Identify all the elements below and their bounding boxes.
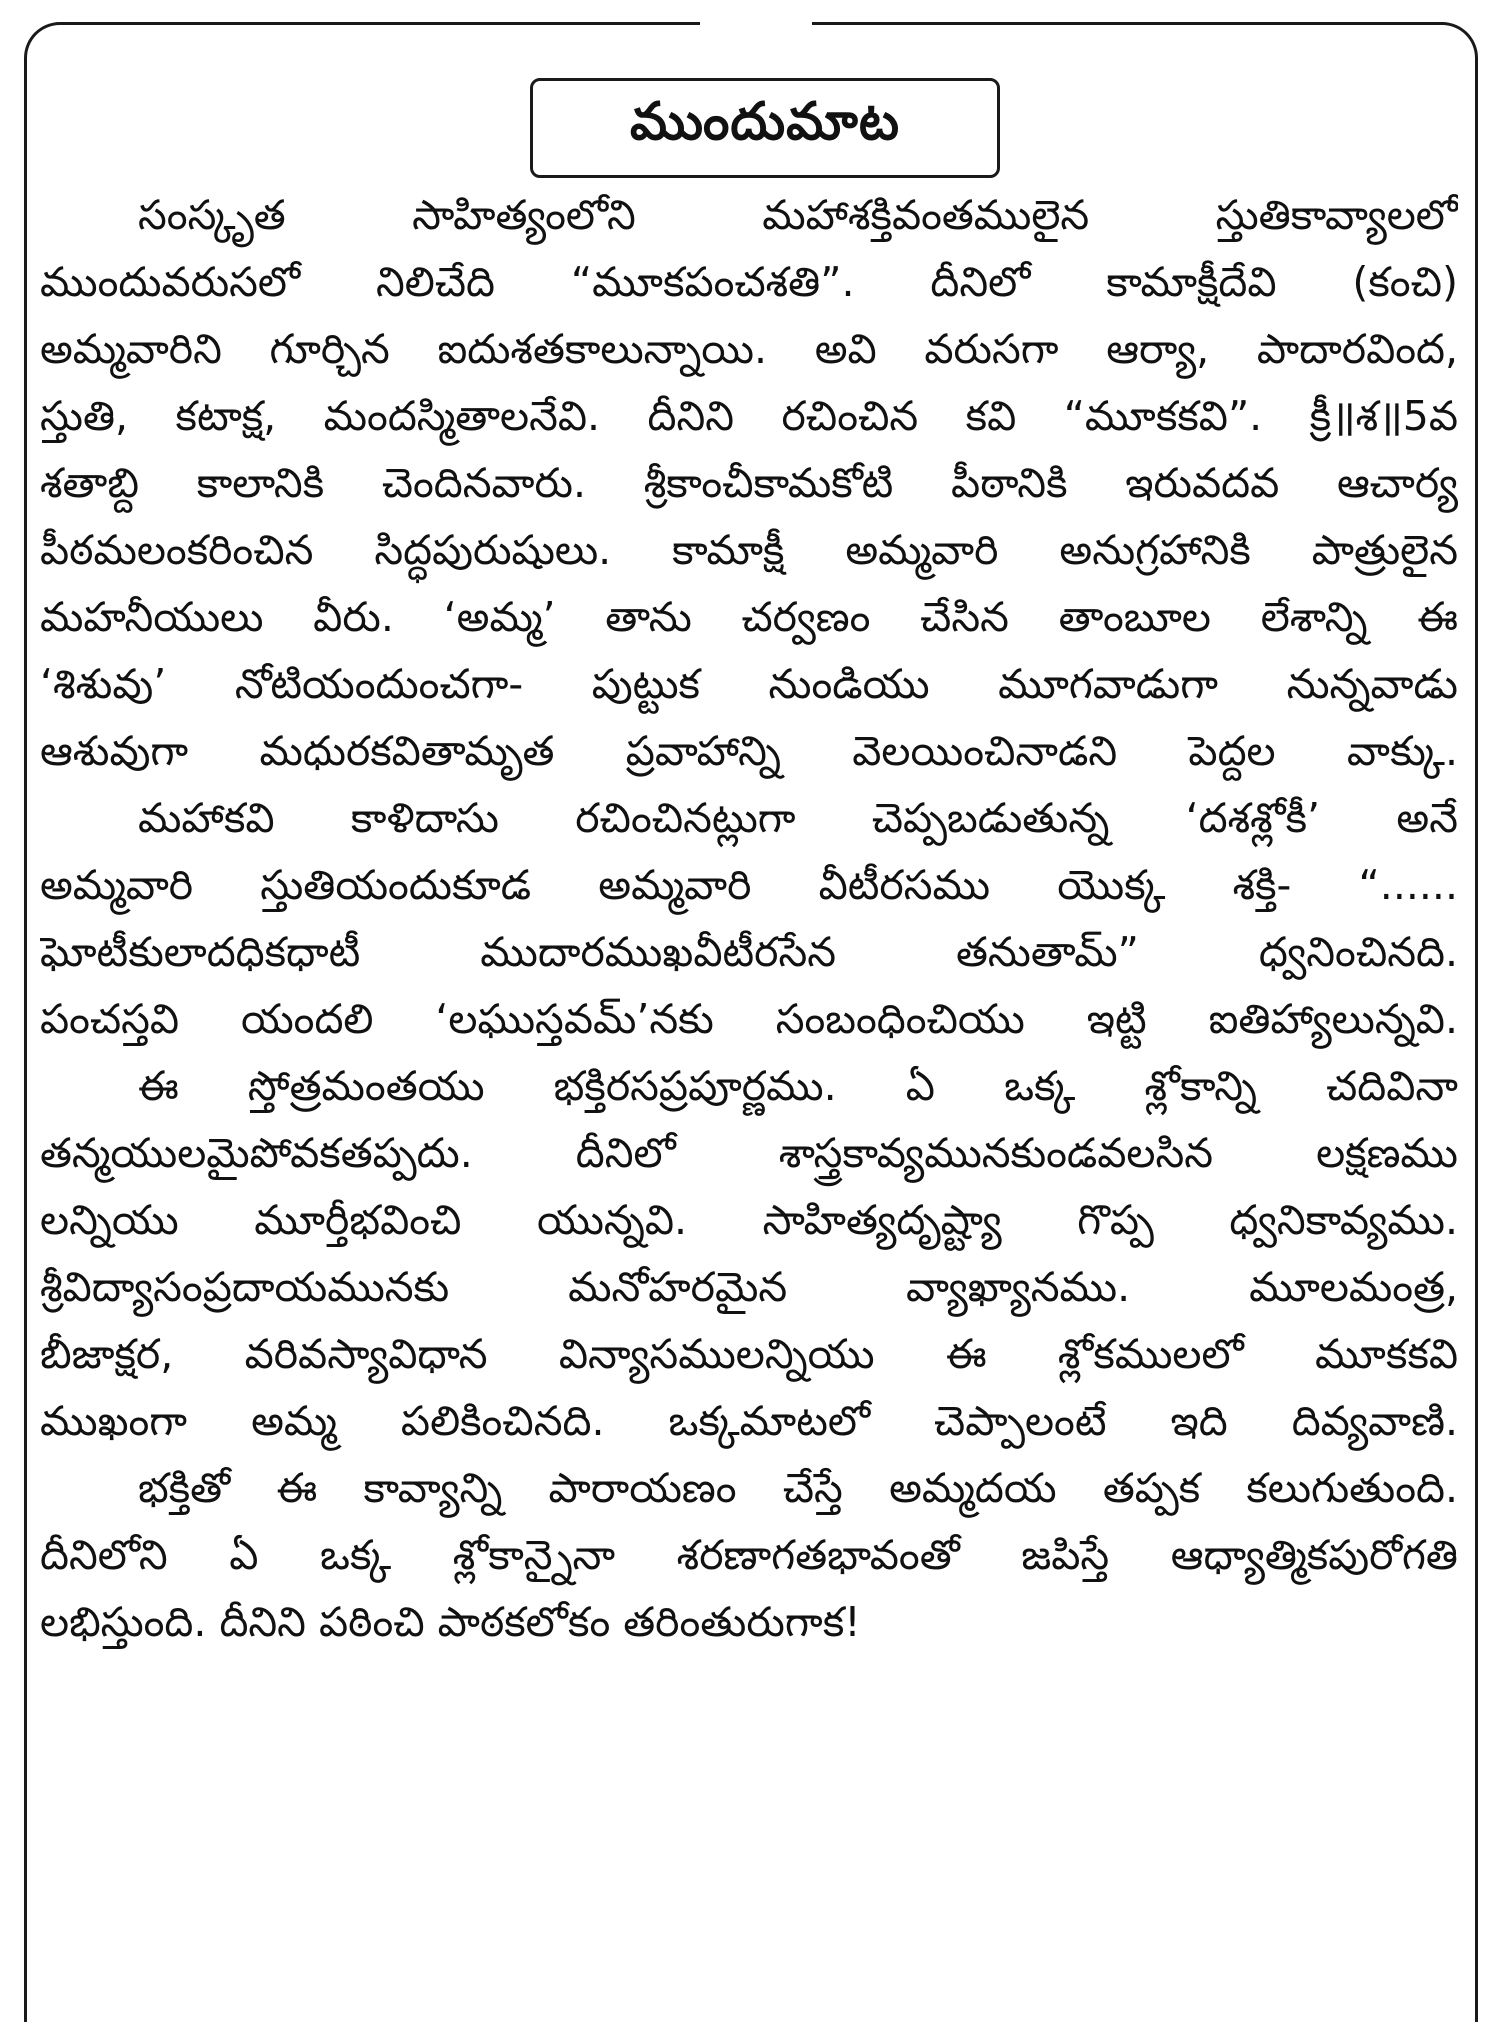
text-line: మహనీయులు వీరు. ‘అమ్మ’ తాను చర్వణం చేసిన తాంబూల లేశాన్ని ఈ <box>40 593 1458 641</box>
border-gap <box>700 14 812 30</box>
text-line: ఘోటీకులాదధికధాటీ ముదారముఖవీటీరసేన తనుతామ్” ధ్వనించినది. <box>40 928 1458 976</box>
text-line: అమ్మవారి స్తుతియందుకూడ అమ్మవారి వీటీరసము యొక్క శక్తి- “...... <box>40 861 1458 909</box>
text-line: శ్రీవిద్యాసంప్రదాయమునకు మనోహరమైన వ్యాఖ్యానము. మూలమంత్ర, <box>40 1263 1458 1311</box>
text-line: బీజాక్షర, వరివస్యావిధాన విన్యాసములన్నియు ఈ శ్లోకములలో మూకకవి <box>40 1330 1458 1378</box>
text-line: లన్నియు మూర్తీభవించి యున్నవి. సాహిత్యదృష్ట్యా గొప్ప ధ్వనికావ్యము. <box>40 1196 1458 1244</box>
text-line: ముందువరుసలో నిలిచేది “మూకపంచశతి”. దీనిలో కామాక్షీదేవి (కంచి) <box>40 258 1458 306</box>
text-line: ఈ స్తోత్రమంతయు భక్తిరసప్రపూర్ణము. ఏ ఒక్క శ్లోకాన్ని చదివినా <box>138 1062 1458 1110</box>
text-line: పంచస్తవి యందలి ‘లఘుస్తవమ్’నకు సంబంధించియు ఇట్టి ఐతిహ్యాలున్నవి. <box>40 995 1458 1043</box>
text-line: ముఖంగా అమ్మ పలికించినది. ఒక్కమాటలో చెప్పాలంటే ఇది దివ్యవాణి. <box>40 1397 1458 1445</box>
text-line: స్తుతి, కటాక్ష, మందస్మితాలనేవి. దీనిని రచించిన కవి “మూకకవి”. క్రీ॥శ॥5వ <box>40 392 1458 440</box>
text-line: శతాబ్ది కాలానికి చెందినవారు. శ్రీకాంచీకామకోటి పీఠానికి ఇరువదవ ఆచార్య <box>40 459 1458 507</box>
page-title: ముందుమాట <box>530 78 1000 178</box>
body-text <box>40 182 1458 1656</box>
text-line: భక్తితో ఈ కావ్యాన్ని పారాయణం చేస్తే అమ్మదయ తప్పక కలుగుతుంది. <box>138 1464 1458 1512</box>
text-line: తన్మయులమైపోవకతప్పదు. దీనిలో శాస్త్రకావ్యమునకుండవలసిన లక్షణము <box>40 1129 1458 1177</box>
text-line: సంస్కృత సాహిత్యంలోని మహాశక్తివంతములైన స్తుతికావ్యాలలో <box>138 191 1458 239</box>
text-line: దీనిలోని ఏ ఒక్క శ్లోకాన్నైనా శరణాగతభావంతో జపిస్తే ఆధ్యాత్మికపురోగతి <box>40 1531 1458 1579</box>
text-line: మహాకవి కాళిదాసు రచించినట్లుగా చెప్పబడుతున్న ‘దశశ్లోకీ’ అనే <box>138 794 1458 842</box>
text-line: లభిస్తుంది. దీనిని పఠించి పాఠకలోకం తరింతురుగాక! <box>40 1598 861 1646</box>
text-line: పీఠమలంకరించిన సిద్ధపురుషులు. కామాక్షీ అమ్మవారి అనుగ్రహానికి పాత్రులైన <box>40 526 1458 574</box>
text-line: అమ్మవారిని గూర్చిన ఐదుశతకాలున్నాయి. అవి వరుసగా ఆర్యా, పాదారవింద, <box>40 325 1458 373</box>
text-line: ‘శిశువు’ నోటియందుంచగా- పుట్టుక నుండియు మూగవాడుగా నున్నవాడు <box>40 660 1458 708</box>
text-line: ఆశువుగా మధురకవితామృత ప్రవాహాన్ని వెలయించినాడని పెద్దల వాక్కు. <box>40 727 1458 775</box>
